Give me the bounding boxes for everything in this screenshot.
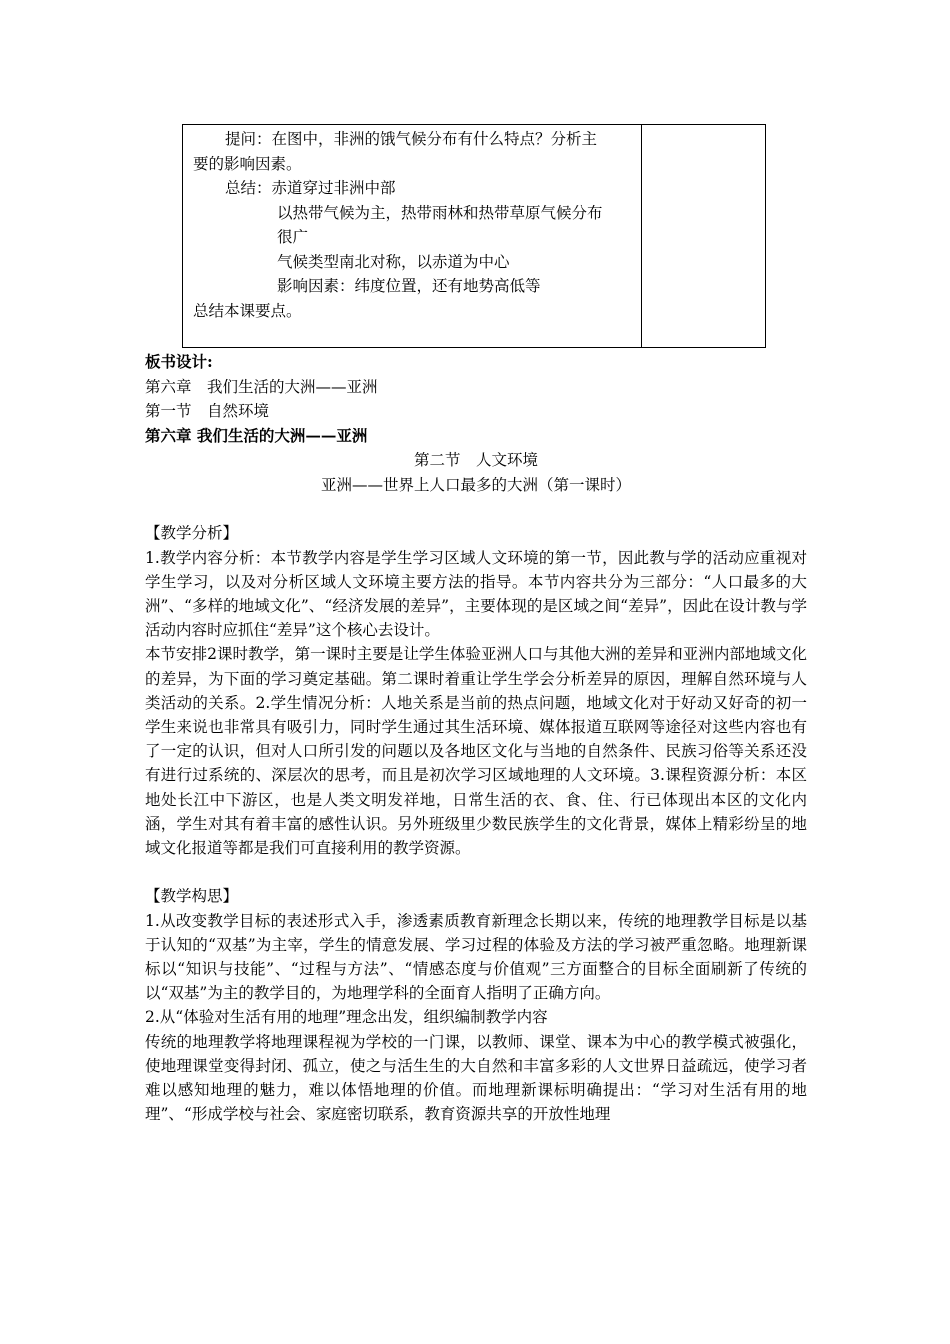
board-section-line: 第一节 自然环境 xyxy=(145,402,270,420)
lesson-table xyxy=(182,124,766,348)
table-line: 提问：在图中，非洲的饿气候分布有什么特点？分析主 xyxy=(225,130,598,148)
analysis-paragraph-1: 1.教学内容分析：本节教学内容是学生学习区域人文环境的第一节，因此教与学的活动应重视对学生学习，以及对分析区域人文环境主要方法的指导。本节内容共分为三部分：“人口最多的大洲”、“多样的地域文化”、“经济发展的差异”，主要体现的是区域之间“差异”，因此在设计教与学活动内容时应抓住“差异”这个核心去设计。 xyxy=(145,548,807,640)
analysis-heading: 【教学分析】 xyxy=(145,524,239,542)
table-line: 气候类型南北对称，以赤道为中心 xyxy=(277,252,510,271)
design-heading: 【教学构思】 xyxy=(145,887,239,906)
table-line: 要的影响因素。 xyxy=(193,154,302,173)
board-heading: 板书设计: xyxy=(145,352,213,371)
table-line: 总结本课要点。 xyxy=(193,301,302,320)
table-line: 影响因素：纬度位置，还有地势高低等 xyxy=(277,277,541,295)
table-line: 总结：赤道穿过非洲中部 xyxy=(225,179,396,197)
table-line: 很广 xyxy=(277,228,309,246)
board-chapter-line: 第六章 我们生活的大洲——亚洲 xyxy=(145,377,378,396)
table-column-divider xyxy=(641,125,642,347)
main-body xyxy=(145,350,807,1126)
analysis-paragraph-2: 本节安排2课时教学，第一课时主要是让学生体验亚洲人口与其他大洲的差异和亚洲内部地域文化的差异，为下面的学习奠定基础。第二课时着重让学生学会分析差异的原因，理解自然环境与人类活动的关系。2.学生情况分析：人地关系是当前的热点问题，地域文化对于好动又好奇的初一学生来说也非常具有吸引力，同时学生通过其生活环境、媒体报道互联网等途径对这些内容也有了一定的认识，但对人口所引发的问题以及各地区文化与当地的自然条件、民族习俗等关系还没有进行过系统的、深层次的思考，而且是初次学习区域地理的人文环境。3.课程资源分析：本区地处长江中下游区，也是人类文明发祥地，日常生活的衣、食、住、行已体现出本区的文化内涵，学生对其有着丰富的感性认识。另外班级里少数民族学生的文化背景，媒体上精彩纷呈的地域文化报道等都是我们可直接利用的教学资源。 xyxy=(145,645,807,857)
section-title: 第二节 人文环境 xyxy=(413,451,538,469)
design-paragraph-3: 传统的地理教学将地理课程视为学校的一门课，以教师、课堂、课本为中心的教学模式被强化，使地理课堂变得封闭、孤立，使之与活生生的大自然和丰富多彩的人文世界日益疏远，使学习者难以感知地理的魅力，难以体悟地理的价值。而地理新课标明确提出：“学习对生活有用的地理”、“形成学校与社会、家庭密切联系，教育资源共享的开放性地理 xyxy=(145,1032,807,1124)
table-content-cell xyxy=(193,127,638,323)
chapter-title: 第六章 我们生活的大洲——亚洲 xyxy=(145,425,368,445)
design-paragraph-2: 2.从“体验对生活有用的地理”理念出发，组织编制教学内容 xyxy=(145,1008,548,1027)
table-line: 以热带气候为主，热带雨林和热带草原气候分布 xyxy=(277,203,603,222)
lesson-title: 亚洲——世界上人口最多的大洲（第一课时） xyxy=(320,475,631,494)
design-paragraph-1: 1.从改变教学目标的表述形式入手，渗透素质教育新理念长期以来，传统的地理教学目标是以基于认知的“双基”为主宰，学生的情意发展、学习过程的体验及方法的学习被严重忽略。地理新课标以“知识与技能”、“过程与方法”、“情感态度与价值观”三方面整合的目标全面刷新了传统的以“双基”为主的教学目的，为地理学科的全面育人指明了正确方向。 xyxy=(145,911,807,1003)
